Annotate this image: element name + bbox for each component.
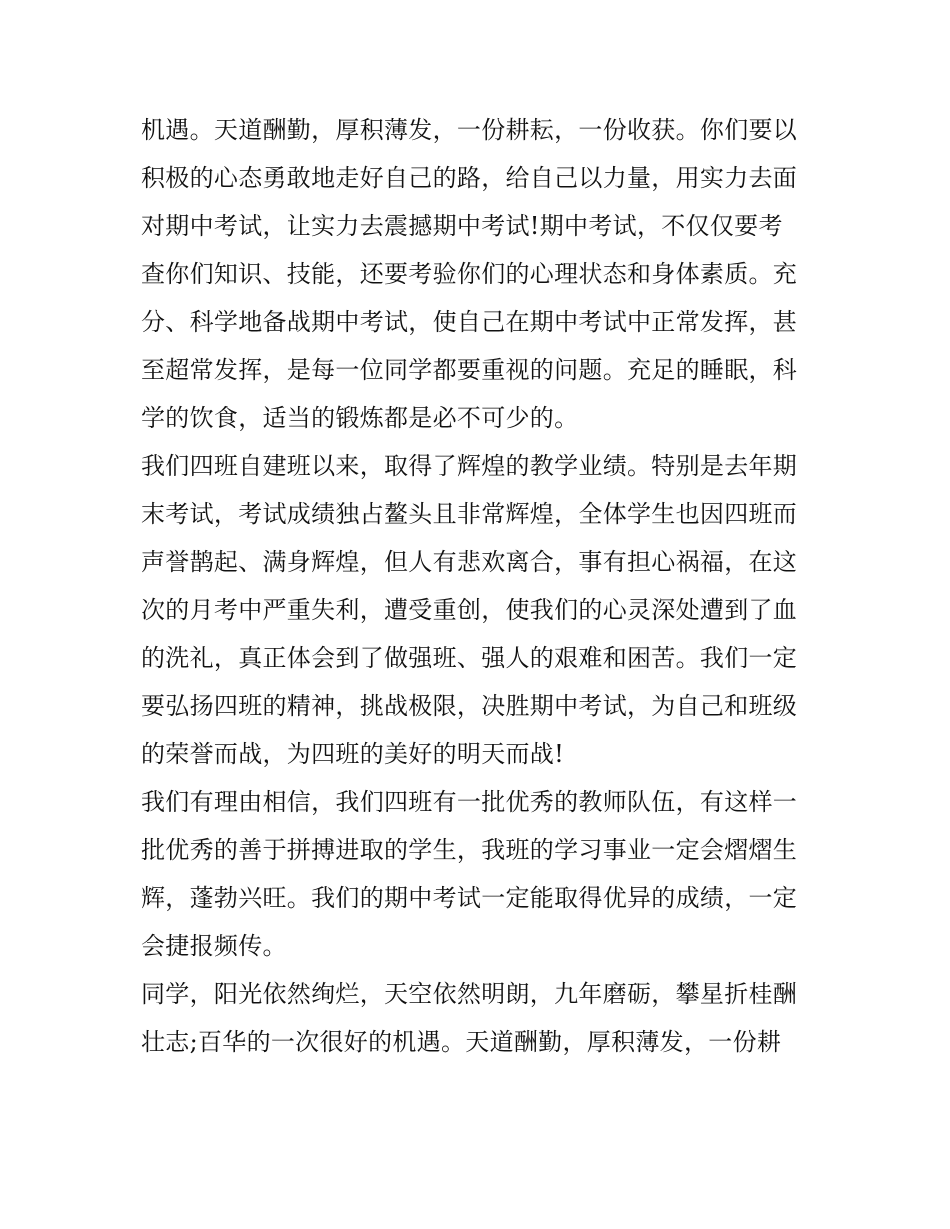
text-line: 批优秀的善于拼搏进取的学生，我班的学习事业一定会熠熠生 [141, 836, 798, 864]
text-line: 我们有理由相信，我们四班有一批优秀的教师队伍，有这样一 [141, 788, 798, 816]
text-line: 查你们知识、技能，还要考验你们的心理状态和身体素质。充 [141, 260, 798, 288]
text-line: 的荣誉而战，为四班的美好的明天而战! [141, 740, 565, 768]
text-line: 声誉鹊起、满身辉煌，但人有悲欢离合，事有担心祸福，在这 [141, 548, 798, 576]
text-line: 同学，阳光依然绚烂，天空依然明朗，九年磨砺，攀星折桂酬 [141, 980, 798, 1008]
text-line: 要弘扬四班的精神，挑战极限，决胜期中考试，为自己和班级 [141, 692, 798, 720]
text-line: 分、科学地备战期中考试，使自己在期中考试中正常发挥，甚 [141, 308, 798, 336]
paragraph-4 [141, 970, 813, 1066]
paragraph-2 [141, 442, 813, 778]
text-line: 的洗礼，真正体会到了做强班、强人的艰难和困苦。我们一定 [141, 644, 798, 672]
text-line: 会捷报频传。 [141, 932, 287, 960]
text-line: 机遇。天道酬勤，厚积薄发，一份耕耘，一份收获。你们要以 [141, 116, 798, 144]
text-line: 壮志;百华的一次很好的机遇。天道酬勤，厚积薄发，一份耕 [141, 1028, 782, 1056]
text-line: 次的月考中严重失利，遭受重创，使我们的心灵深处遭到了血 [141, 596, 798, 624]
text-line: 积极的心态勇敢地走好自己的路，给自己以力量，用实力去面 [141, 164, 798, 192]
paragraph-3 [141, 778, 813, 970]
text-line: 学的饮食，适当的锻炼都是必不可少的。 [141, 404, 579, 432]
paragraph-1 [141, 106, 813, 442]
text-line: 辉，蓬勃兴旺。我们的期中考试一定能取得优异的成绩，一定 [141, 884, 798, 912]
document-body [141, 106, 813, 1066]
text-line: 我们四班自建班以来，取得了辉煌的教学业绩。特别是去年期 [141, 452, 798, 480]
text-line: 末考试，考试成绩独占鳌头且非常辉煌，全体学生也因四班而 [141, 500, 798, 528]
text-line: 对期中考试，让实力去震撼期中考试!期中考试，不仅仅要考 [141, 212, 783, 240]
text-line: 至超常发挥，是每一位同学都要重视的问题。充足的睡眠，科 [141, 356, 798, 384]
